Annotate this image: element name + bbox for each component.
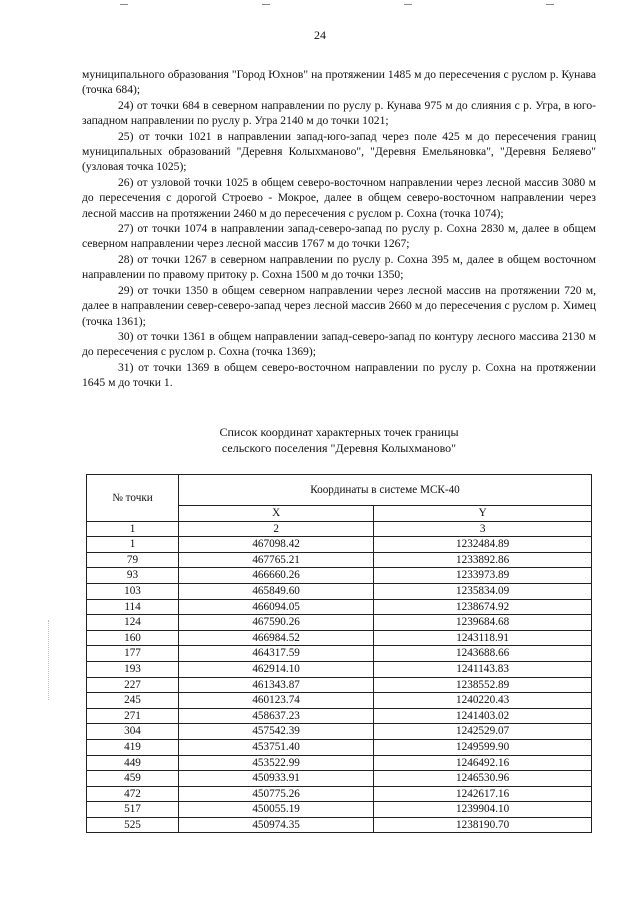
y-coordinate-cell: 1240220.43 [374,693,592,709]
point-number-cell: 459 [87,771,179,787]
x-coordinate-cell: 461343.87 [179,677,374,693]
caption-line-1: Список координат характерных точек границы [219,425,459,439]
boundary-paragraph: 29) от точки 1350 в общем северном направлении через лесной массив на протяжении 720 м, далее в направлении север-северо-запад через лесной массив 2660 м до пересечения с руслом р. Химец (точка 1361); [82,283,596,328]
index-cell: 1 [87,521,179,537]
margin-mark [48,620,50,700]
y-coordinate-cell: 1243688.66 [374,646,592,662]
y-coordinate-cell: 1242617.16 [374,786,592,802]
table-row [87,677,592,693]
y-coordinate-cell: 1249599.90 [374,739,592,755]
table-row [87,661,592,677]
point-number-cell: 525 [87,817,179,833]
y-coordinate-cell: 1241403.02 [374,708,592,724]
table-row [87,552,592,568]
point-number-cell: 245 [87,693,179,709]
x-coordinate-cell: 453751.40 [179,739,374,755]
point-number-cell: 304 [87,724,179,740]
y-coordinate-cell: 1238190.70 [374,817,592,833]
y-coordinate-cell: 1242529.07 [374,724,592,740]
x-coordinate-cell: 466984.52 [179,630,374,646]
x-coordinate-cell: 453522.99 [179,755,374,771]
table-row [87,755,592,771]
boundary-paragraph: 27) от точки 1074 в направлении запад-северо-запад по руслу р. Сохна 2830 м, далее в общем северном направлении через лесной массив 1767 м до точки 1267; [82,222,596,251]
point-number-cell: 79 [87,552,179,568]
x-coordinate-cell: 458637.23 [179,708,374,724]
point-number-cell: 1 [87,537,179,553]
page-number: 24 [314,28,326,42]
point-number-cell: 193 [87,661,179,677]
boundary-paragraph: 31) от точки 1369 в общем северо-восточном направлении по руслу р. Сохна на протяжении 1645 м до точки 1. [82,360,596,390]
coordinates-table [86,474,592,833]
x-coordinate-cell: 450055.19 [179,802,374,818]
x-coordinate-cell: 464317.59 [179,646,374,662]
x-coordinate-cell: 450933.91 [179,771,374,787]
point-number-cell: 517 [87,802,179,818]
x-coordinate-cell: 467765.21 [179,552,374,568]
x-coordinate-cell: 457542.39 [179,724,374,740]
point-number-cell: 124 [87,615,179,631]
header-y: Y [374,506,592,522]
table-row [87,646,592,662]
boundary-paragraph: 30) от точки 1361 в общем направлении запад-северо-запад по контуру лесного массива 2130 м до пересечения с руслом р. Сохна (точка 1369); [82,329,596,359]
y-coordinate-cell: 1233973.89 [374,568,592,584]
boundary-paragraph: 25) от точки 1021 в направлении запад-юго-запад через поле 425 м до пересечения границ муниципальных образований "Деревня Колыхманово", "Деревня Емельяновка", "Деревня Беляево" (узловая точка 1025); [82,129,596,174]
y-coordinate-cell: 1235834.09 [374,583,592,599]
x-coordinate-cell: 466660.26 [179,568,374,584]
x-coordinate-cell: 467098.42 [179,537,374,553]
boundary-paragraph: муниципального образования "Город Юхнов" на протяжении 1485 м до пересечения с руслом р. Кунава (точка 684); [82,68,596,97]
table-row [87,739,592,755]
caption-line-2: сельского поселения "Деревня Колыхманово" [221,441,457,455]
table-row [87,802,592,818]
point-number-cell: 271 [87,708,179,724]
y-coordinate-cell: 1239904.10 [374,802,592,818]
table-row [87,568,592,584]
header-x: X [179,506,374,522]
y-coordinate-cell: 1232484.89 [374,537,592,553]
header-point-number: № точки [87,475,179,522]
y-coordinate-cell: 1241143.83 [374,661,592,677]
table-row [87,786,592,802]
table-caption [82,424,596,456]
table-row [87,630,592,646]
point-number-cell: 103 [87,583,179,599]
header-coordinate-system: Координаты в системе МСК-40 [179,475,592,506]
table-row [87,615,592,631]
point-number-cell: 472 [87,786,179,802]
point-number-cell: 93 [87,568,179,584]
table-row [87,724,592,740]
boundary-description [82,67,596,391]
point-number-cell: 227 [87,677,179,693]
y-coordinate-cell: 1238674.92 [374,599,592,615]
x-coordinate-cell: 450775.26 [179,786,374,802]
table-row [87,537,592,553]
x-coordinate-cell: 465849.60 [179,583,374,599]
y-coordinate-cell: 1243118.91 [374,630,592,646]
x-coordinate-cell: 450974.35 [179,817,374,833]
table-row [87,599,592,615]
boundary-paragraph: 28) от точки 1267 в северном направлении по руслу р. Сохна 395 м, далее в общем восточном направлении по правому притоку р. Сохна 1500 м до точки 1350; [82,252,596,282]
point-number-cell: 177 [87,646,179,662]
y-coordinate-cell: 1233892.86 [374,552,592,568]
boundary-paragraph: 24) от точки 684 в северном направлении по руслу р. Кунава 975 м до слияния с р. Угра, в юго-западном направлении по руслу р. Угра 2140 м до точки 1021; [82,98,596,128]
y-coordinate-cell: 1246530.96 [374,771,592,787]
x-coordinate-cell: 466094.05 [179,599,374,615]
index-cell: 3 [374,521,592,537]
point-number-cell: 114 [87,599,179,615]
table-row [87,817,592,833]
x-coordinate-cell: 460123.74 [179,693,374,709]
table-row [87,583,592,599]
point-number-cell: 160 [87,630,179,646]
index-cell: 2 [179,521,374,537]
boundary-paragraph: 26) от узловой точки 1025 в общем северо-восточном направлении через лесной массив 3080 м до пересечения с дорогой Строево - Мокрое, далее в общем северо-восточном направлении через лесной массив на протяжении 2460 м до пересечения с руслом р. Сохна (точка 1074); [82,175,596,220]
x-coordinate-cell: 462914.10 [179,661,374,677]
table-row [87,771,592,787]
y-coordinate-cell: 1246492.16 [374,755,592,771]
point-number-cell: 449 [87,755,179,771]
table-row [87,708,592,724]
scan-marks [0,4,640,10]
y-coordinate-cell: 1239684.68 [374,615,592,631]
table-row [87,693,592,709]
x-coordinate-cell: 467590.26 [179,615,374,631]
point-number-cell: 419 [87,739,179,755]
y-coordinate-cell: 1238552.89 [374,677,592,693]
